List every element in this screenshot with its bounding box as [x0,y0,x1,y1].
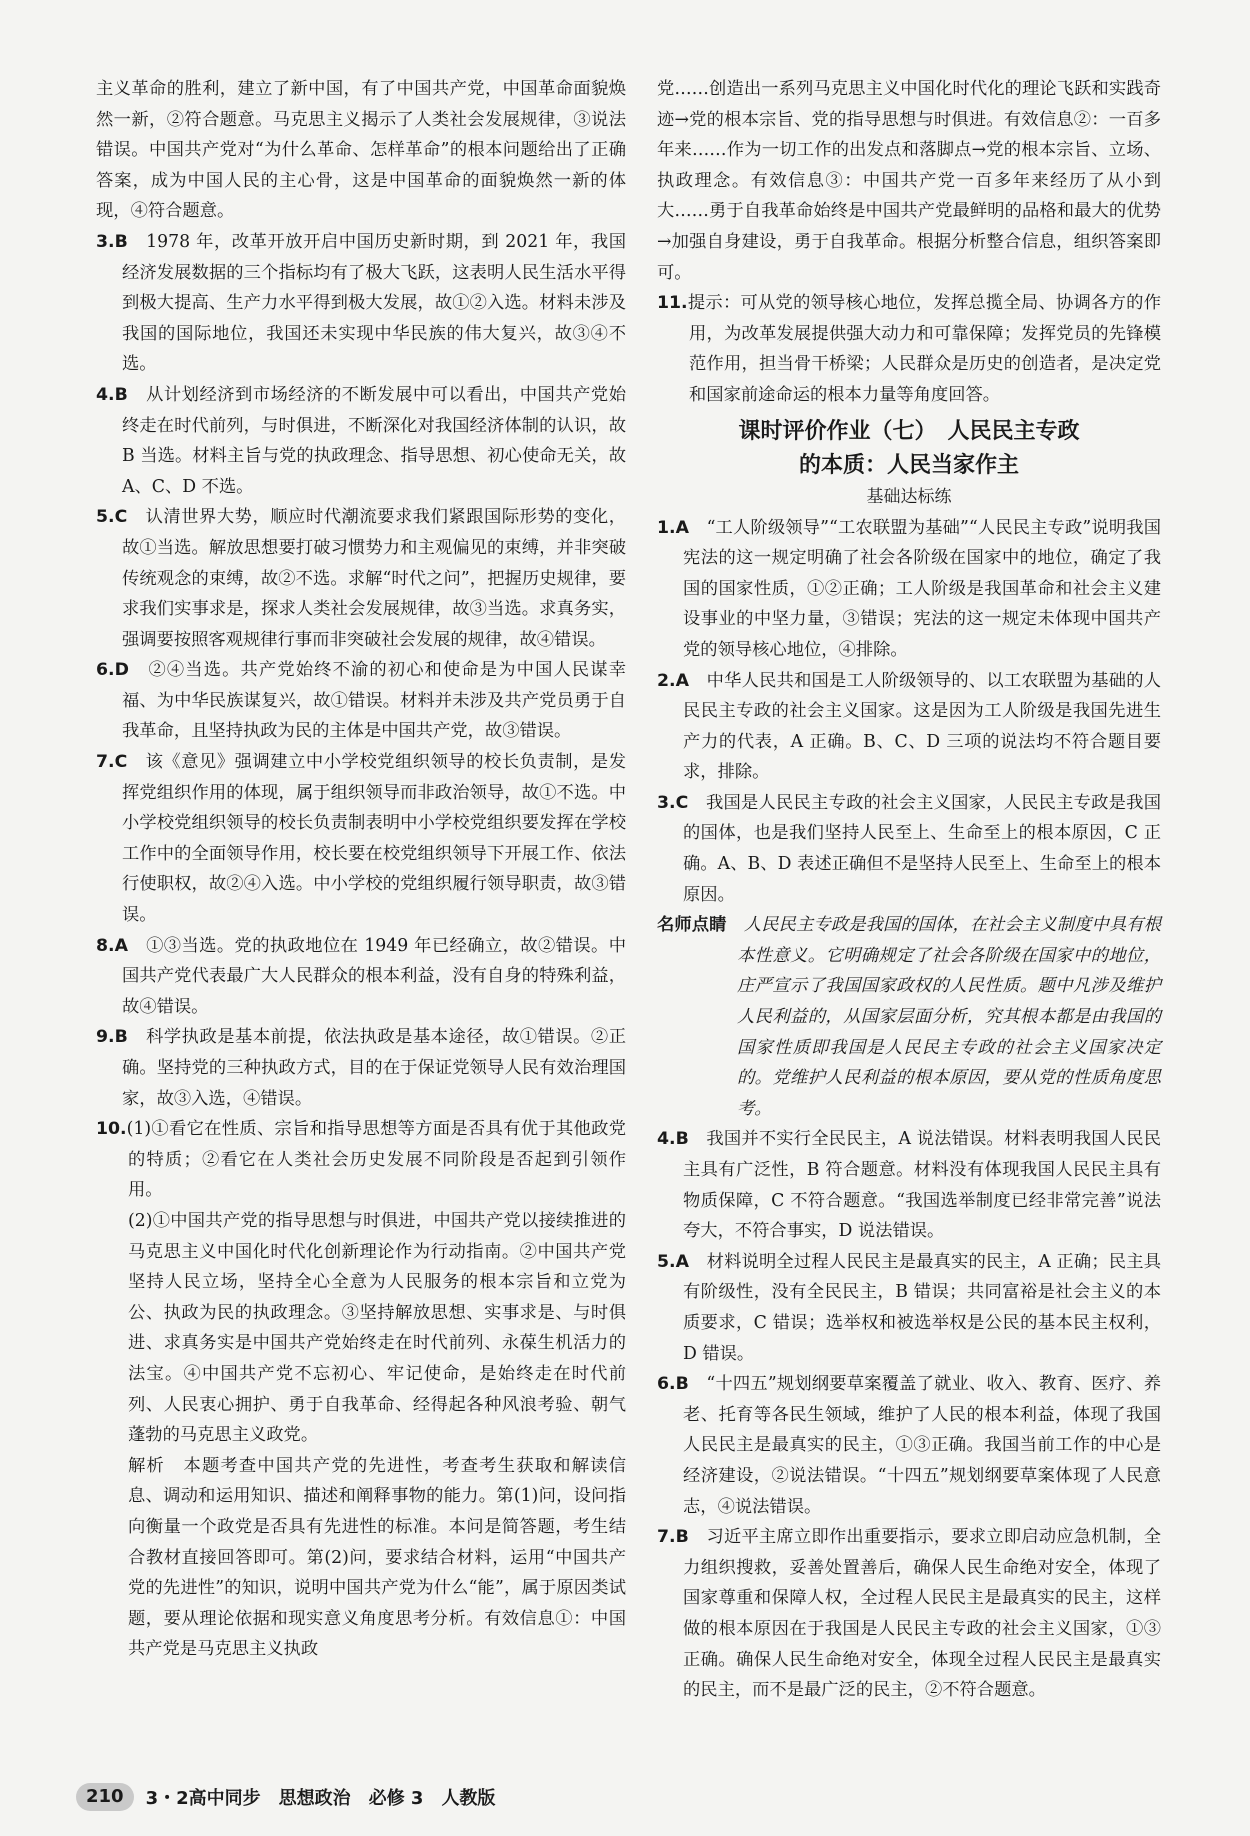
answer-spacer [128,232,146,252]
right-answer-list-b [657,1124,1161,1705]
answer-10-analysis: 解析 本题考查中国共产党的先进性，考查考生获取和解读信息、调动和运用知识、描述和阐释事物的能力。第(1)问，设问指向衡量一个政党是否具有先进性的标准。本问是简答题，考生结合教材直接回答即可。第(2)问，要求结合材料，运用“中国共产党的先进性”的知识，说明中国共产党为什么“能”，属于原因类试题，要从理论依据和现实意义角度思考分析。有效信息①：中国共产党是马克思主义执政 [128,1455,626,1660]
answer-text: 我国并不实行全民民主，A 说法错误。材料表明我国人民民主具有广泛性，B 符合题意。材料没有体现我国人民民主具有物质保障，C 不符合题意。“我国选举制度已经非常完善”说法夸大，不符合事实，D 说法错误。 [683,1129,1161,1242]
subsection-heading: 基础达标练 [866,486,952,507]
answer-spacer [689,1129,707,1149]
answer-number: 9.B [96,1027,128,1048]
answer-number: 4.B [657,1129,689,1150]
book-edition: 人教版 [441,1788,496,1809]
answer-text: 该《意见》强调建立中小学校党组织领导的校长负责制，是发挥党组织作用的体现，属于组织领导而非政治领导，故①不选。中小学校党组织领导的校长负责制表明中小学校党组织要发挥在学校工作中的全面领导作用，校长要在校党组织领导下开展工作、依法行使职权，故②④入选。中小学校的党组织履行领导职责，故③错误。 [122,752,626,926]
answer-spacer [128,1027,146,1047]
answer-spacer [689,671,707,691]
book-subject: 思想政治 [278,1788,351,1809]
answer-spacer [128,936,146,956]
answer-item [657,1369,1161,1522]
answer-spacer [688,793,706,813]
answer-spacer [127,507,145,527]
answer-text: 从计划经济到市场经济的不断发展中可以看出，中国共产党始终走在时代前列，与时俱进，不断深化对我国经济体制的认识，故 B 当选。材料主旨与党的执政理念、指导思想、初心使命无关，故 A、C、D 不选。 [122,384,626,497]
section-title-line-2: 的本质：人民当家作主 [798,452,1019,478]
answer-text: 习近平主席立即作出重要指示，要求立即启动应急机制，全力组织搜救，妥善处置善后，确保人民生命绝对安全，体现了国家尊重和保障人权，全过程人民民主是最真实的民主，这样做的根本原因在于我国是人民民主专政的社会主义国家，①③正确。确保人民生命绝对安全，体现全过程人民民主是最真实的民主，而不是最广泛的民主，②不符合题意。 [683,1527,1161,1701]
answer-number: 3.C [657,792,689,813]
answer-item [96,931,626,1023]
answer-item [96,1022,626,1114]
answer-item [96,502,626,655]
answer-text: 1978 年，改革开放开启中国历史新时期，到 2021 年，我国经济发展数据的三个指标均有了极大飞跃，这表明人民生活水平得到极大提高、生产力水平得到极大发展，故①②入选。材料未涉及我国的国际地位，我国还未实现中华民族的伟大复兴，故③④不选。 [122,231,626,375]
answer-item [96,227,626,380]
answer-text: 材料说明全过程人民民主是最真实的民主，A 正确；民主具有阶级性，没有全民民主，B 错误；共同富裕是社会主义的本质要求，C 错误；选举权和被选举权是公民的基本民主权利，D 错误。 [683,1251,1161,1364]
answer-spacer [689,518,707,538]
answer-item-10 [96,1114,626,1206]
book-volume: 必修 3 [368,1788,424,1809]
answer-text: ①③当选。党的执政地位在 1949 年已经确立，故②错误。中国共产党代表最广大人民群众的根本利益，没有自身的特殊利益，故④错误。 [122,935,626,1017]
answer-number: 7.C [96,752,128,773]
answer-number: 10. [96,1119,127,1140]
answer-item [657,1247,1161,1369]
answer-number: 11. [657,293,688,314]
answer-item [657,788,1161,910]
answer-text: 提示：可从党的领导核心地位，发挥总揽全局、协调各方的作用，为改革发展提供强大动力和可靠保障；发挥党员的先锋模范作用，担当骨干桥梁；人民群众是历史的创造者，是决定党和国家前途命运的根本力量等角度回答。 [687,293,1161,405]
teacher-tip-tag: 名师点睛 [657,915,727,936]
answer-number: 1.A [657,517,689,538]
answer-number: 6.B [657,1374,689,1395]
answer-item [657,513,1161,666]
answer-item [657,666,1161,788]
answer-text: “十四五”规划纲要草案覆盖了就业、收入、教育、医疗、养老、托育等各民生领域，维护了人民的根本利益，体现了我国人民民主是最真实的民主，①③正确。我国当前工作的中心是经济建设，②说法错误。“十四五”规划纲要草案体现了人民意志，④说法错误。 [683,1374,1161,1517]
answer-item-11 [657,288,1161,410]
answer-text: “工人阶级领导”“工农联盟为基础”“人民民主专政”说明我国宪法的这一规定明确了社会各阶级在国家中的地位，确定了我国的国家性质，①②正确；工人阶级是我国革命和社会主义建设事业的中坚力量，③错误；宪法的这一规定未体现中国共产党的领导核心地位，④排除。 [683,517,1161,660]
book-series: 3・2高中同步 [145,1788,261,1809]
answer-number: 8.A [96,935,128,956]
page-number: 210 [76,1783,134,1811]
answer-item [96,747,626,931]
answer-number: 3.B [96,231,128,252]
right-column [657,74,1161,1706]
answer-10-part-2: (2)①中国共产党的指导思想与时俱进，中国共产党以接续推进的马克思主义中国化时代化创新理论作为行动指南。②中国共产党坚持人民立场，坚持全心全意为人民服务的根本宗旨和立党为公、执政为民的执政理念。③坚持解放思想、实事求是、与时俱进、求真务实是中国共产党始终走在时代前列、永葆生机活力的法宝。④中国共产党不忘初心、牢记使命，是始终走在时代前列、人民衷心拥护、勇于自我革命、经得起各种风浪考验、朝气蓬勃的马克思主义政党。 [128,1210,626,1446]
answer-spacer [127,752,145,772]
answer-number: 5.A [657,1251,689,1272]
answer-item [96,380,626,502]
page-footer [76,1782,513,1812]
teacher-tip-text: 人民民主专政是我国的国体，在社会主义制度中具有根本性意义。它明确规定了社会各阶级在国家中的地位，庄严宣示了我国国家政权的人民性质。题中凡涉及维护人民利益的，从国家层面分析，究其根本都是由我国的国家性质即我国是人民民主专政的社会主义国家决定的。党维护人民利益的根本原因，要从党的性质角度思考。 [737,915,1161,1119]
answer-number: 5.C [96,507,128,528]
answer-spacer [689,1527,707,1547]
left-answer-list [96,227,626,1114]
answer-text: 我国是人民民主专政的社会主义国家，人民民主专政是我国的国体，也是我们坚持人民至上、生命至上的根本原因，C 正确。A、B、D 表述正确但不是坚持人民至上、生命至上的根本原因。 [683,792,1161,905]
answer-spacer [689,1374,707,1394]
answer-text: 科学执政是基本前提，依法执政是基本途径，故①错误。②正确。坚持党的三种执政方式，目的在于保证党领导人民有效治理国家，故③入选，④错误。 [122,1027,626,1109]
answer-text: 中华人民共和国是工人阶级领导的、以工农联盟为基础的人民民主专政的社会主义国家。这是因为工人阶级是我国先进生产力的代表，A 正确。B、C、D 三项的说法均不符合题目要求，排除。 [683,670,1161,783]
answer-item [657,1124,1161,1246]
answer-number: 4.B [96,384,128,405]
answer-spacer [129,660,149,680]
answer-item [96,655,626,747]
answer-text: 认清世界大势，顺应时代潮流要求我们紧跟国际形势的变化，故①当选。解放思想要打破习惯势力和主观偏见的束缚，并非突破传统观念的束缚，故②不选。求解“时代之问”，把握历史规律，要求我们实事求是，探求人类社会发展规律，故③当选。求真务实，强调要按照客观规律行事而非突破社会发展的规律，故④错误。 [122,507,626,650]
answer-number: 6.D [96,660,129,681]
left-column [96,74,626,1665]
left-intro-text: 主义革命的胜利，建立了新中国，有了中国共产党，中国革命面貌焕然一新，②符合题意。马克思主义揭示了人类社会发展规律，③说法错误。中国共产党对“为什么革命、怎样革命”的根本问题给出了正确答案，成为中国人民的主心骨，这是中国革命的面貌焕然一新的体现，④符合题意。 [96,79,626,222]
answer-spacer [689,1252,707,1272]
answer-spacer [128,385,146,405]
answer-text: ②④当选。共产党始终不渝的初心和使命是为中国人民谋幸福、为中华民族谋复兴，故①错误。材料并未涉及共产党员勇于自我革命，且坚持执政为民的主体是中国共产党，故③错误。 [122,660,626,742]
answer-10-part-1: (1)①看它在性质、宗旨和指导思想等方面是否具有优于其他政党的特质；②看它在人类社会历史发展不同阶段是否起到引领作用。 [126,1119,626,1201]
teacher-tip [657,910,1161,1124]
answer-item [657,1522,1161,1706]
section-title [657,415,1161,483]
right-intro-text: 党……创造出一系列马克思主义中国化时代化的理论飞跃和实践奇迹→党的根本宗旨、党的指导思想与时俱进。有效信息②：一百多年来……作为一切工作的出发点和落脚点→党的根本宗旨、立场、执政理念。有效信息③：中国共产党一百多年来经历了从小到大……勇于自我革命始终是中国共产党最鲜明的品格和最大的优势→加强自身建设，勇于自我革命。根据分析整合信息，组织答案即可。 [657,79,1161,283]
answer-number: 2.A [657,670,689,691]
section-title-line-1: 课时评价作业（七） 人民民主专政 [738,418,1080,444]
answer-number: 7.B [657,1527,689,1548]
right-answer-list-a [657,513,1161,911]
